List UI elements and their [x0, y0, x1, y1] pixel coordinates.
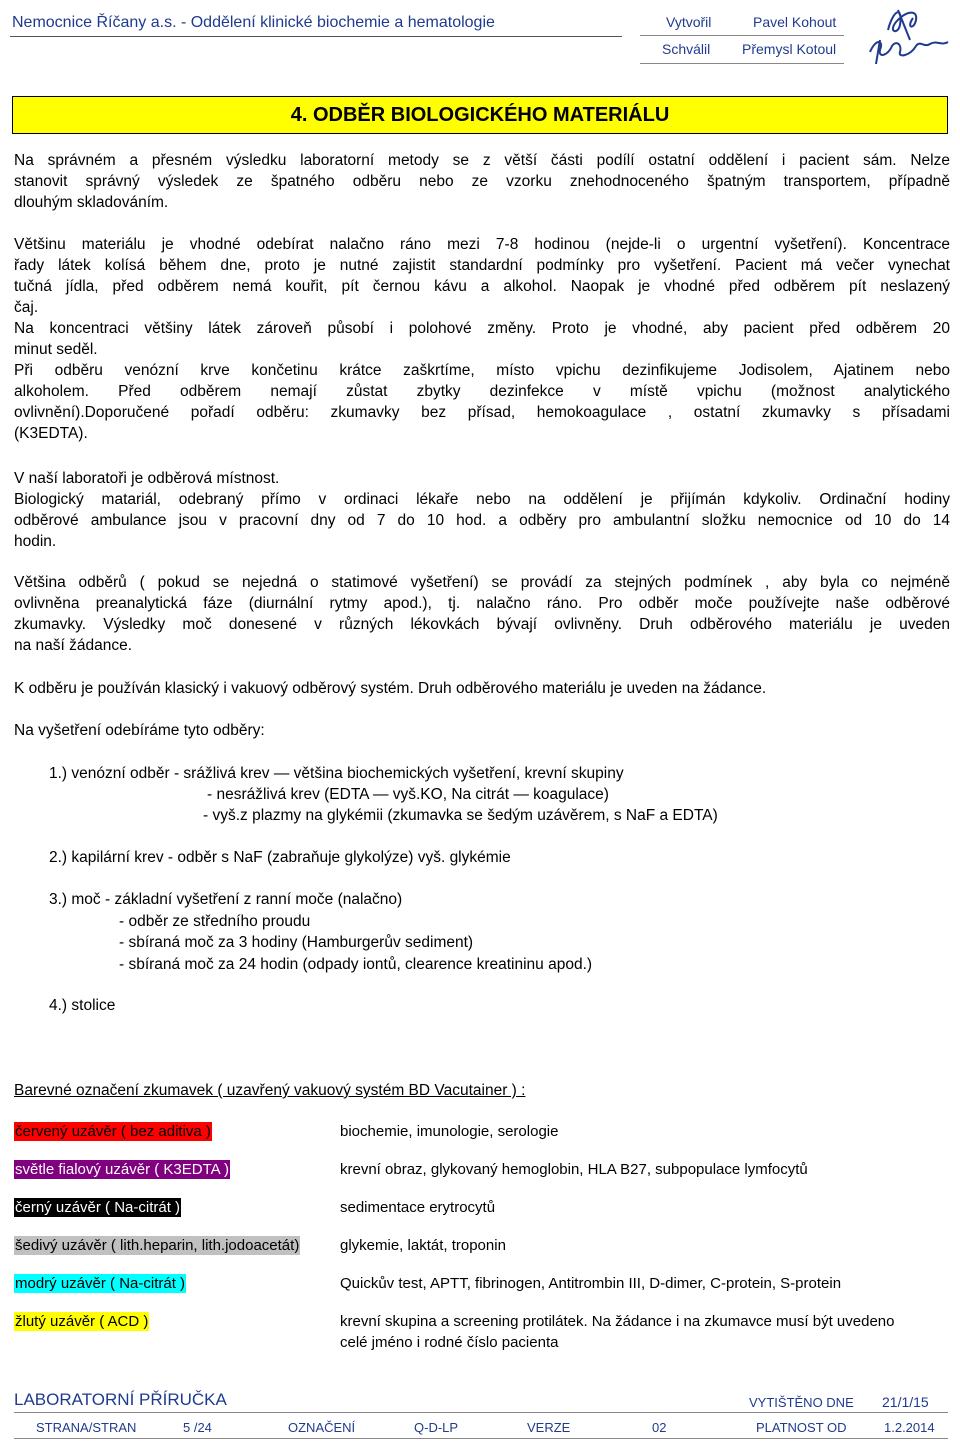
signatures-image [858, 0, 958, 66]
list-subitem: - nesrážlivá krev (EDTA — vyš.KO, Na citrát — koagulace) [207, 786, 609, 803]
list-item-venous: 1.) venózní odběr - srážlivá krev — většina biochemických vyšetření, krevní skupiny [49, 765, 624, 782]
printed-value: 21/1/15 [882, 1394, 929, 1410]
tube-usage: glykemie, laktát, troponin [340, 1237, 506, 1254]
approved-label: Schválil [662, 41, 711, 57]
preanalytics-paragraph [14, 572, 950, 656]
paragraph-line: (K3EDTA). [14, 425, 88, 442]
tube-color-label: černý uzávěr ( Na-citrát ) [15, 1199, 181, 1216]
paragraph-line: na naší žádance. [14, 637, 133, 654]
header-row-divider [640, 35, 844, 36]
list-subitem: - sbíraná moč za 24 hodin (odpady iontů, clearence kreatininu apod.) [119, 956, 593, 973]
tube-usage: Quickův test, APTT, fibrinogen, Antitrombin III, D-dimer, C-protein, S-protein [340, 1275, 842, 1292]
tube-usage: krevní obraz, glykovaný hemoglobin, HLA B27, subpopulace lymfocytů [340, 1161, 808, 1178]
tube-color-label: žlutý uzávěr ( ACD ) [15, 1313, 149, 1330]
page-value: 5 /24 [183, 1420, 212, 1435]
tube-color-label: modrý uzávěr ( Na-citrát ) [15, 1275, 186, 1292]
paragraph-line: Na koncentraci většiny látek zároveň působí i polohové změny. Proto je vhodné, aby pacient před odběrem 20 [14, 320, 950, 337]
paragraph-line: tučná jídla, před odběrem nemá kouřit, pít černou kávu a alkohol. Naopak je vhodné před odběrem pít neslazený [14, 278, 950, 295]
version-value: 02 [652, 1420, 667, 1435]
paragraph-line: minut seděl. [14, 341, 98, 358]
list-item-stool: 4.) stolice [49, 997, 116, 1014]
tube-color-label: červený uzávěr ( bez aditiva ) [15, 1123, 211, 1140]
paragraph-line: Většinu materiálu je vhodné odebírat nalačno ráno mezi 7-8 hodinou (nejde-li o urgentní vyšetření). Koncentrace [14, 236, 950, 253]
tube-usage: celé jméno i rodné číslo pacienta [340, 1334, 559, 1351]
paragraph-line: Při odběru venózní krve končetinu krátce zaškrtíme, místo vpichu dezinfikujeme Jodisolem, Ajatinem nebo [14, 362, 950, 379]
list-subitem: - odběr ze středního proudu [119, 913, 311, 930]
paragraph-line: odběrové ambulance jsou v pracovní dny od 7 do 10 hod. a odběry pro ambulantní složku nemocnice od 10 do 14 [14, 512, 950, 529]
page-label: STRANA/STRAN [36, 1420, 137, 1435]
printed-label: VYTIŠTĚNO DNE [749, 1395, 854, 1410]
header-title: Nemocnice Říčany a.s. - Oddělení klinické biochemie a hematologie [12, 14, 495, 31]
tube-usage: krevní skupina a screening protilátek. Na žádance i na zkumavce musí být uvedeno [340, 1313, 895, 1330]
paragraph-line: zkumavky. Výsledky moč donesené v různých lékovkách bývají ovlivněny. Druh odběrového materiálu je uveden [14, 616, 950, 633]
mark-label: OZNAČENÍ [288, 1420, 356, 1435]
tube-usage: biochemie, imunologie, serologie [340, 1123, 559, 1140]
paragraph-line: hodin. [14, 533, 57, 550]
sampling-list-heading: Na vyšetření odebíráme tyto odběry: [14, 722, 265, 739]
list-item-capillary: 2.) kapilární krev - odběr s NaF (zabraňuje glykolýze) vyš. glykémie [49, 849, 511, 866]
paragraph-line: alkoholem. Před odběrem nemají zůstat zbytky dezinfekce v místě vpichu (možnost analytického [14, 383, 950, 400]
mark-value: Q-D-LP [414, 1420, 459, 1435]
paragraph-line: řady látek kolísá během dne, proto je nutné zajistit standardní podmínky pro vyšetření. Pacient má večer vynechat [14, 257, 950, 274]
paragraph-line: ovlivnění).Doporučené pořadí odběru: zkumavky bez přísad, hemokoagulace , ostatní zkumavky s přísadami [14, 404, 950, 421]
footer-bottom-line [14, 1438, 948, 1439]
version-label: VERZE [527, 1420, 571, 1435]
paragraph-line: čaj. [14, 299, 39, 316]
intro-line: stanovit správný výsledek ze špatného odběru nebo ze vzorku znehodnoceného špatným transportem, případně [14, 173, 950, 190]
sampling-conditions-paragraph [14, 234, 950, 444]
approved-by: Přemysl Kotoul [742, 41, 837, 57]
footer-title: LABORATORNÍ PŘÍRUČKA [14, 1390, 227, 1409]
header-divider [10, 36, 622, 37]
lab-hours-paragraph [14, 468, 950, 552]
valid-value: 1.2.2014 [884, 1420, 935, 1435]
tube-color-label: šedivý uzávěr ( lith.heparin, lith.jodoacetát) [15, 1237, 300, 1254]
system-paragraph: K odběru je používán klasický i vakuový odběrový systém. Druh odběrového materiálu je uveden na žádance. [14, 680, 767, 697]
footer-divider [14, 1412, 948, 1413]
list-subitem: - vyš.z plazmy na glykémii (zkumavka se šedým uzávěrem, s NaF a EDTA) [203, 807, 718, 824]
tubes-heading: Barevné označení zkumavek ( uzavřený vakuový systém BD Vacutainer ) : [14, 1082, 526, 1099]
paragraph-line: Většina odběrů ( pokud se nejedná o statimové vyšetření) se provádí za stejných podmínek , aby byla co nejméně [14, 574, 950, 591]
header-bottom-line [640, 63, 844, 64]
document-header [0, 0, 960, 66]
intro-line: dlouhým skladováním. [14, 194, 169, 211]
paragraph-line: V naší laboratoři je odběrová místnost. [14, 470, 280, 487]
list-subitem: - sbíraná moč za 3 hodiny (Hamburgerův sediment) [119, 934, 474, 951]
created-label: Vytvořil [666, 14, 712, 30]
section-title: 4. ODBĚR BIOLOGICKÉHO MATERIÁLU [12, 96, 948, 134]
tube-color-label: světle fialový uzávěr ( K3EDTA ) [15, 1161, 229, 1178]
created-by: Pavel Kohout [753, 14, 837, 30]
tube-usage: sedimentace erytrocytů [340, 1199, 496, 1216]
intro-paragraph [14, 150, 950, 213]
paragraph-line: ovlivněna preanalytická fáze (diurnální rytmy apod.), tj. nalačno ráno. Pro odběr moče používejte naše odběrové [14, 595, 950, 612]
intro-line: Na správném a přesném výsledku laboratorní metody se z větší části podílí ostatní oddělení i pacient sám. Nelze [14, 152, 950, 169]
list-item-urine: 3.) moč - základní vyšetření z ranní moče (nalačno) [49, 891, 403, 908]
paragraph-line: Biologický matariál, odebraný přímo v ordinaci lékaře nebo na oddělení je přijímán kdykoliv. Ordinační hodiny [14, 491, 950, 508]
valid-label: PLATNOST OD [756, 1420, 847, 1435]
